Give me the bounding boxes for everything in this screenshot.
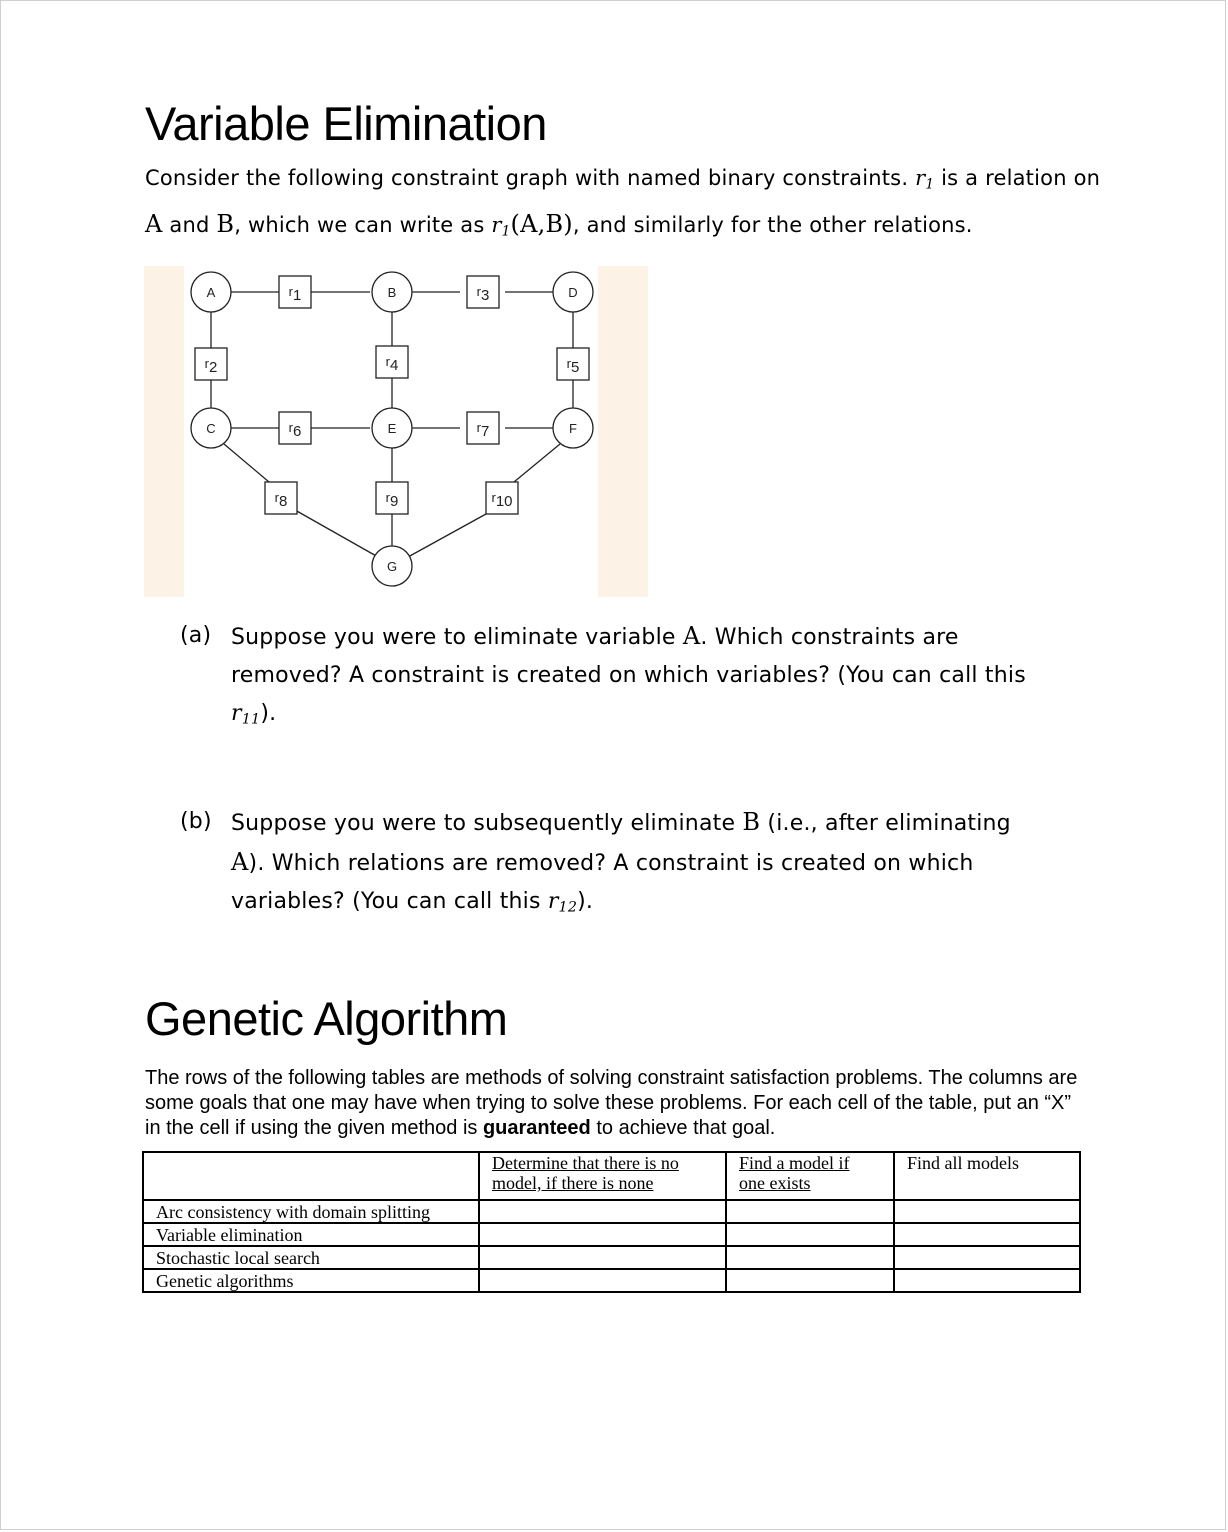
row-label-stochastic-local-search: Stochastic local search <box>143 1246 479 1269</box>
methods-goals-table <box>142 1151 1081 1293</box>
variable-node-G <box>372 546 412 586</box>
intro-paragraph <box>145 158 1105 252</box>
variable-node-C <box>191 408 231 448</box>
constraint-node-r2 <box>195 348 227 380</box>
intro-text-2: is a relation on <box>934 166 1101 190</box>
header-empty-cell <box>143 1152 479 1200</box>
row-label-variable-elimination: Variable elimination <box>143 1223 479 1246</box>
constraint-node-r1 <box>279 276 311 308</box>
table-row <box>143 1269 1080 1292</box>
variable-node-D <box>553 272 593 312</box>
question-a-text: Suppose you were to eliminate variable A. Which constraints are removed? A constraint is created on which variables? (You can call this $r_{11}$). <box>231 622 1026 728</box>
constraint-node-r10 <box>486 482 518 514</box>
answer-cell[interactable] <box>894 1200 1080 1223</box>
relation-r1-ab: $r_1$ <box>491 213 511 240</box>
emphasis-guaranteed: guaranteed <box>482 1117 591 1139</box>
intro-text-1: Consider the following constraint graph with named binary constraints. <box>145 166 916 190</box>
svg-text:r4: r4 <box>385 354 399 374</box>
svg-text:r1: r1 <box>288 284 302 304</box>
answer-cell[interactable] <box>726 1223 894 1246</box>
svg-text:D: D <box>568 285 578 300</box>
svg-text:C: C <box>206 421 216 436</box>
intro-text-3: , which we can write as <box>234 213 492 238</box>
answer-cell[interactable] <box>479 1223 726 1246</box>
genetic-intro-paragraph: The rows of the following tables are methods of solving constraint satisfaction problems. The columns are some goals that one may have when trying to solve these problems. For each cell of the table, put an “X” in the cell if using the given method is guaranteed to achieve that goal. <box>145 1067 1078 1139</box>
svg-text:E: E <box>387 421 397 436</box>
row-label-arc-consistency: Arc consistency with domain splitting <box>143 1200 479 1223</box>
answer-cell[interactable] <box>894 1246 1080 1269</box>
var-B: B <box>216 210 235 239</box>
svg-text:r7: r7 <box>476 420 490 440</box>
header-find-a-model: Find a model if one exists <box>726 1152 894 1200</box>
constraint-graph <box>144 266 648 597</box>
svg-text:r10: r10 <box>491 490 513 510</box>
constraint-node-r3 <box>467 276 499 308</box>
table-row <box>143 1223 1080 1246</box>
constraint-node-r9 <box>376 482 408 514</box>
answer-cell[interactable] <box>726 1269 894 1292</box>
answer-cell[interactable] <box>726 1200 894 1223</box>
svg-text:B: B <box>387 285 397 300</box>
answer-cell[interactable] <box>726 1246 894 1269</box>
svg-text:G: G <box>386 559 398 574</box>
svg-text:F: F <box>569 421 577 436</box>
variable-node-E <box>372 408 412 448</box>
header-determine-no-model: Determine that there is no model, if there is none <box>479 1152 726 1200</box>
constraint-node-r8 <box>265 482 297 514</box>
question-a-label: (a) <box>180 623 212 648</box>
variable-node-A <box>191 272 231 312</box>
question-a <box>180 617 1040 739</box>
answer-cell[interactable] <box>894 1269 1080 1292</box>
svg-text:r8: r8 <box>274 490 288 510</box>
constraint-node-r6 <box>279 412 311 444</box>
table-row <box>143 1246 1080 1269</box>
var-AB: (A,B) <box>510 210 573 239</box>
answer-cell[interactable] <box>894 1223 1080 1246</box>
svg-text:A: A <box>206 285 216 300</box>
intro-text-and: and <box>162 213 217 238</box>
svg-text:r5: r5 <box>566 356 580 376</box>
constraint-node-r4 <box>376 346 408 378</box>
table-header-row <box>143 1152 1080 1200</box>
table-row <box>143 1200 1080 1223</box>
var-A: A <box>145 210 163 239</box>
svg-text:r3: r3 <box>476 284 490 304</box>
question-b <box>180 803 1040 927</box>
answer-cell[interactable] <box>479 1246 726 1269</box>
section-title-genetic-algorithm: Genetic Algorithm <box>145 992 508 1045</box>
answer-cell[interactable] <box>479 1200 726 1223</box>
variable-node-B <box>372 272 412 312</box>
question-b-text: Suppose you were to subsequently eliminate B (i.e., after eliminating A). Which relations are removed? A constraint is created on which variables? (You can call this $r_{12}$). <box>231 808 1011 916</box>
header-find-all-models: Find all models <box>894 1152 1080 1200</box>
relation-r1: $r_1$ <box>915 166 935 193</box>
svg-text:r2: r2 <box>204 356 218 376</box>
svg-text:r9: r9 <box>385 490 399 510</box>
constraint-node-r5 <box>557 348 589 380</box>
answer-cell[interactable] <box>479 1269 726 1292</box>
intro-text-4: , and similarly for the other relations. <box>572 213 973 238</box>
constraint-node-r7 <box>467 412 499 444</box>
svg-text:r6: r6 <box>288 420 302 440</box>
question-b-label: (b) <box>180 809 212 834</box>
variable-node-F <box>553 408 593 448</box>
row-label-genetic-algorithms: Genetic algorithms <box>143 1269 479 1292</box>
section-title-variable-elimination: Variable Elimination <box>145 97 547 150</box>
